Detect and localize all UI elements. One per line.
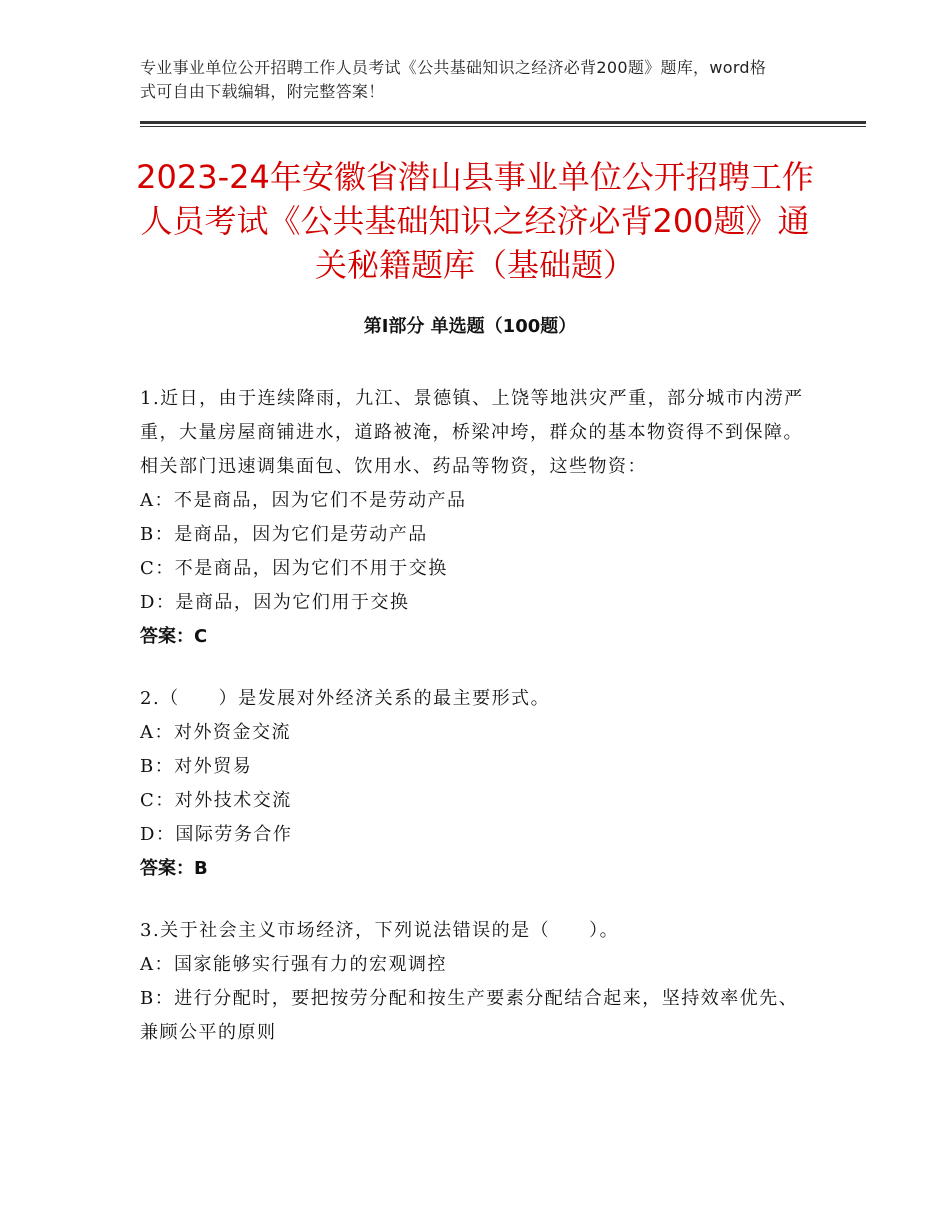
- question-stem: 1.近日，由于连续降雨，九江、景德镇、上饶等地洪灾严重，部分城市内涝严重，大量房屋商铺进水，道路被淹，桥梁冲垮，群众的基本物资得不到保障。相关部门迅速调集面包、饮用水、药品等物资，这些物资：: [140, 388, 804, 477]
- header-note: 专业事业单位公开招聘工作人员考试《公共基础知识之经济必背200题》题库，word格式可自由下载编辑，附完整答案！: [140, 58, 767, 101]
- question-stem: 2.（ ）是发展对外经济关系的最主要形式。: [140, 688, 551, 709]
- option-a: A：对外资金交流: [140, 722, 291, 743]
- answer: 答案：B: [140, 858, 208, 879]
- option-b: B：对外贸易: [140, 756, 253, 777]
- option-b: B：是商品，因为它们是劳动产品: [140, 524, 428, 545]
- answer: 答案：C: [140, 626, 208, 647]
- question-list: [140, 382, 805, 1078]
- header-rule-thick: [140, 121, 866, 124]
- header-rule-thin: [140, 126, 866, 127]
- question-stem: 3.关于社会主义市场经济，下列说法错误的是（ ）。: [140, 920, 620, 941]
- option-a: A：不是商品，因为它们不是劳动产品: [140, 490, 467, 511]
- question-2: [140, 682, 805, 886]
- question-1: [140, 382, 805, 654]
- option-d: D：是商品，因为它们用于交换: [140, 592, 410, 613]
- option-a: A：国家能够实行强有力的宏观调控: [140, 954, 447, 975]
- option-d: D：国际劳务合作: [140, 824, 293, 845]
- section-title: 第Ⅰ部分 单选题（100题）: [363, 316, 577, 337]
- option-c: C：不是商品，因为它们不用于交换: [140, 558, 448, 579]
- question-3: [140, 914, 805, 1050]
- document-title: 2023-24年安徽省潜山县事业单位公开招聘工作人员考试《公共基础知识之经济必背200题》通关秘籍题库（基础题）: [136, 158, 814, 284]
- option-b: B：进行分配时，要把按劳分配和按生产要素分配结合起来，坚持效率优先、兼顾公平的原则: [140, 988, 799, 1043]
- option-c: C：对外技术交流: [140, 790, 292, 811]
